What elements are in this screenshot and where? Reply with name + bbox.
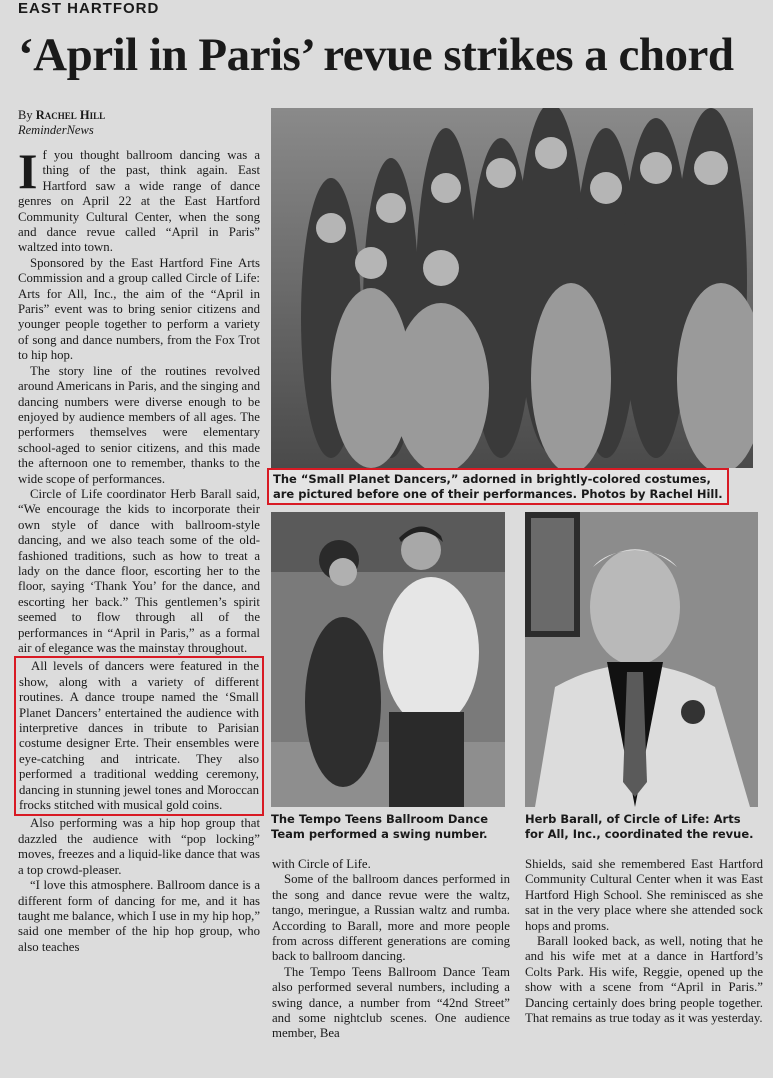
paragraph-10: The Tempo Teens Ballroom Dance Team also performed several numbers, including a swing dance, a number from “42nd Street” and some nightclub scenes. One audience member, Bea <box>272 964 510 1041</box>
paragraph-11: Shields, said she remembered East Hartford Community Cultural Center when it was East Hartford High School. She reminisced as she sat in the very place where she attended sock hops and proms. <box>525 857 763 933</box>
swing-dancers-illustration <box>271 512 505 807</box>
caption-main-photo: The “Small Planet Dancers,” adorned in brightly-colored costumes, are pictured before one of their performances. Photos by Rachel Hill. <box>267 468 729 505</box>
byline <box>18 108 258 138</box>
paragraph-8: with Circle of Life. <box>272 857 371 871</box>
article-column-2 <box>272 857 510 1042</box>
byline-outlet: ReminderNews <box>18 123 94 137</box>
article-column-1 <box>18 143 261 955</box>
photo-herb-barall <box>525 512 758 807</box>
herb-barall-illustration <box>525 512 758 807</box>
paragraph-7: “I love this atmosphere. Ballroom dance is a different form of dancing for me, and it has taught me balance, which I use in my hip hop,” said one member of the hip hop group, who also teaches <box>18 878 261 954</box>
highlighted-passage <box>14 656 264 816</box>
paragraph-5: All levels of dancers were featured in the show, along with a variety of different routines. A dance troupe named the ‘Small Planet Dancers’ entertained the audience with interpretive dances in tribute to Parisian costume designer Erte. Their ensembles were eye-catching and intricate. They also performed a traditional wedding ceremony, dancing in stunning jewel tones and Moroccan frocks stitched with musical gold coins. <box>19 659 259 813</box>
dancers-illustration <box>271 108 753 468</box>
byline-author: Rachel Hill <box>35 108 106 122</box>
article-column-3 <box>525 857 763 1026</box>
paragraph-12: Barall looked back, as well, noting that he and his wife met at a dance in Hartford’s Colts Park. His wife, Reggie, opened up the show with a scene from “April in Paris.” Dancing certainly does bring people together. That remains as true today as it was yesterday. <box>525 934 763 1026</box>
photo-small-planet-dancers <box>271 108 753 468</box>
drop-cap: I <box>18 143 38 199</box>
paragraph-6: Also performing was a hip hop group that dazzled the audience with “pop locking” moves, freezes and a liquid-like dance that was a top crowd-pleaser. <box>18 816 260 877</box>
photo-tempo-teens <box>271 512 505 807</box>
byline-prefix: By <box>18 108 36 122</box>
paragraph-1 <box>18 143 260 256</box>
section-label: EAST HARTFORD <box>18 0 160 17</box>
paragraph-3: The story line of the routines revolved around Americans in Paris, and the singing and dancing numbers were diverse enough to be enjoyed by audience members of all ages. The performers themselves were elementary school-aged to senior citizens, and this made the afternoon one to remember, thanks to the wide scope of performances. <box>18 363 260 486</box>
caption-herb-barall: Herb Barall, of Circle of Life: Arts for All, Inc., coordinated the revue. <box>525 812 754 841</box>
headline: ‘April in Paris’ revue strikes a chord <box>18 29 734 81</box>
paragraph-2: Sponsored by the East Hartford Fine Arts Commission and a group called Circle of Life: Arts for All, Inc., the aim of the “April in Paris” event was to bring senior citizens and younger people together to perform a variety of song and dance numbers, from the Fox Trot to hip hop. <box>18 255 260 363</box>
caption-tempo-teens: The Tempo Teens Ballroom Dance Team performed a swing number. <box>271 812 489 841</box>
paragraph-4: Circle of Life coordinator Herb Barall said, “We encourage the kids to incorporate their own style of dance with ballroom-style dancing, and we also teach some of the old-fashioned traditions, such as how to treat a lady on the dance floor, escorting her to the floor, saying ‘Thank You’ for the dance, and escorting her back.” This gentlemen’s spirit seemed to flow through all of the performances in “April in Paris,” as a formal air of elegance was the mainstay throughout. <box>18 486 260 655</box>
paragraph-9: Some of the ballroom dances performed in the song and dance revue were the waltz, tango, meringue, a Russian waltz and rumba. According to Barall, more and more people from across different generations are coming back to ballroom dancing. <box>272 872 510 964</box>
paragraph-1-text: f you thought ballroom dancing was a thing of the past, think again. East Hartford saw a wide range of dance genres on April 22 at the East Hartford Community Cultural Center, when the song and dance revue called “April in Paris” waltzed into town. <box>18 148 260 255</box>
